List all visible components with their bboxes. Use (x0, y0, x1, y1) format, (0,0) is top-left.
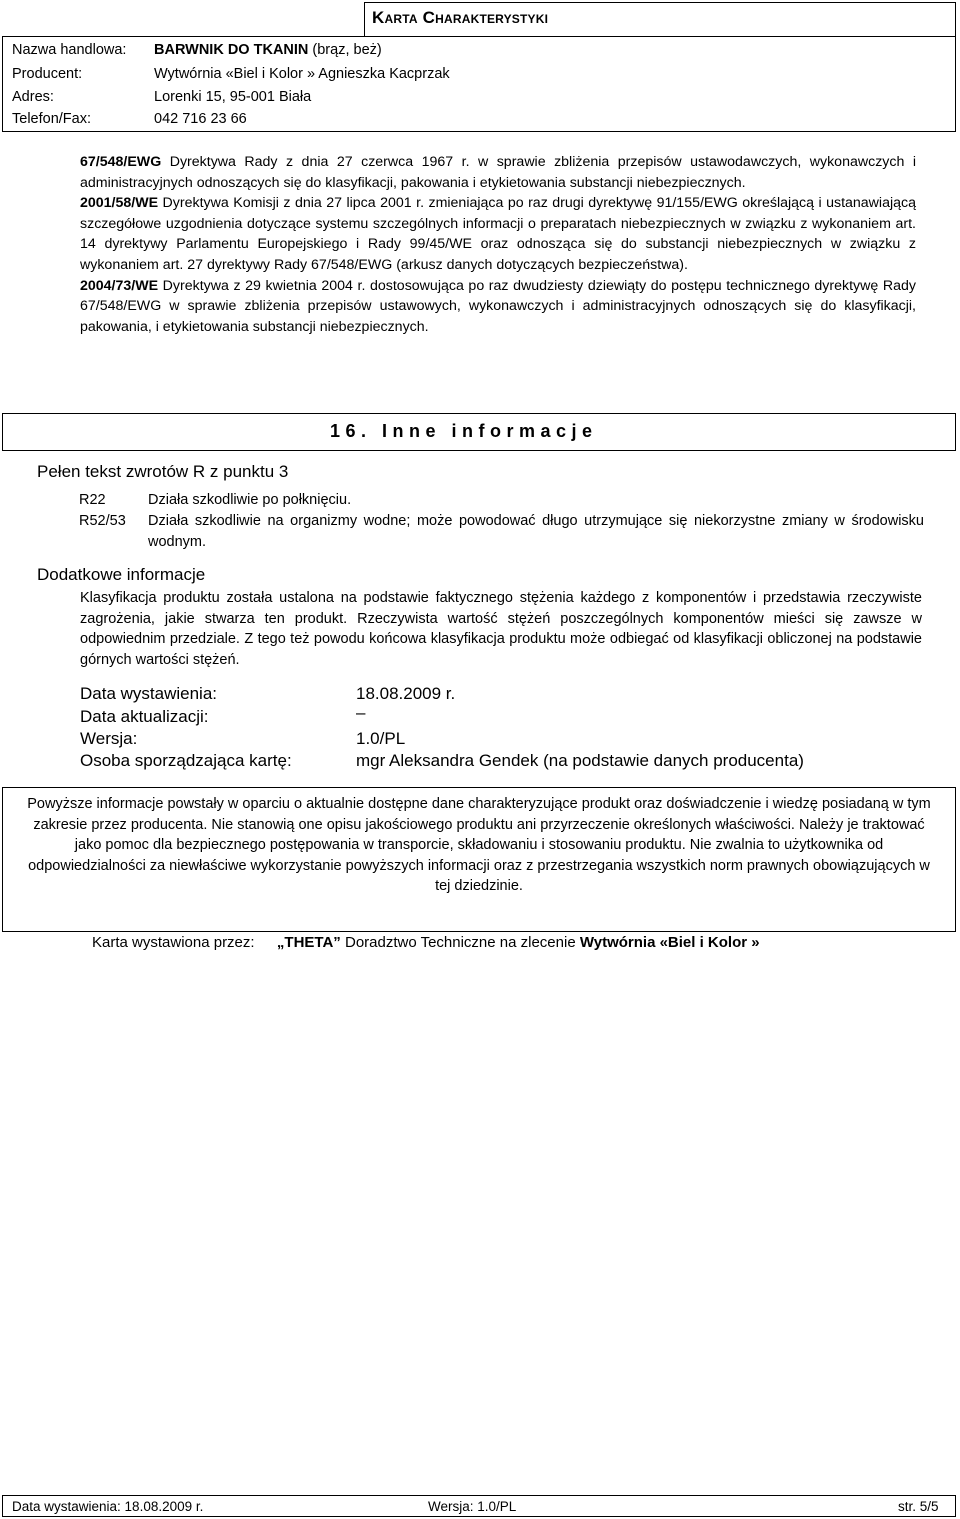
r-phrase-code: R52/53 (79, 513, 126, 529)
r-phrase-text: Działa szkodliwie po połknięciu. (148, 492, 352, 508)
phone-value: 042 716 23 66 (154, 111, 247, 127)
issuer-desc: Doradztwo Techniczne na zlecenie (340, 934, 580, 951)
meta-label: Wersja: (80, 729, 138, 748)
additional-info-text: Klasyfikacja produktu została ustalona na podstawie faktycznego stężenia każdego z komponentów i przedstawia rzeczywiste zagrożenia, jakie stwarza ten produkt. Rzeczywista wartość stężeń poszczególnych komponentów mieści się zawsze w odpowiednim przedziale. Z tego też powodu końcowa klasyfikacja produktu może odbiegać od klasyfikacji obliczonej na podstawie górnych wartości stężeń. (80, 590, 922, 668)
client-name: Wytwórnia «Biel i Kolor » (579, 934, 760, 951)
header-label: Adres: (12, 89, 54, 105)
update-date: – (356, 703, 366, 722)
additional-info-heading: Dodatkowe informacje (37, 565, 206, 584)
author-value: mgr Aleksandra Gendek (na podstawie danych producenta) (356, 751, 804, 770)
meta-label: Osoba sporządzająca kartę: (80, 751, 292, 770)
meta-label: Data wystawienia: (80, 684, 218, 703)
r-phrase-text: Działa szkodliwie na organizmy wodne; może powodować długo utrzymujące się niekorzystne zmiany w środowisku wodnym. (148, 513, 924, 550)
meta-label: Data aktualizacji: (80, 707, 209, 726)
r-phrases-heading: Pełen tekst zwrotów R z punktu 3 (37, 462, 289, 481)
disclaimer-text: Powyższe informacje powstały w oparciu o aktualnie dostępne dane charakteryzujące produkt oraz doświadczenie i wiedzę posiadaną w tym zakresie przez producenta. Nie stanowią one opisu jakościowego produktu ani przyrzeczenie określonych właściwości. Należy je traktować jako pomoc dla bezpiecznego postępowania w transporcie, składowaniu i stosowaniu produktu. Nie zwalnia to użytkownika od odpowiedzialności za niewłaściwe wykorzystanie powyższych informacji oraz z przestrzegania wszystkich norm prawnych obowiązujących w tej dziedzinie. (27, 796, 931, 894)
footer-version: Wersja: 1.0/PL (428, 1499, 517, 1514)
footer-date: Data wystawienia: 18.08.2009 r. (12, 1499, 204, 1514)
footer-page: str. 5/5 (898, 1499, 939, 1514)
address-value: Lorenki 15, 95-001 Biała (154, 89, 312, 105)
legislation-item: 67/548/EWG Dyrektywa Rady z dnia 27 czerwca 1967 r. w sprawie zbliżenia przepisów ustawodawczych, wykonawczych i administracyjnych odnoszących się do klasyfikacji, pakowania i etykietowania substancji niebezpiecznych. (80, 154, 916, 191)
legislation-item: 2001/58/WE Dyrektywa Komisji z dnia 27 lipca 2001 r. zmieniająca po raz drugi dyrektywę 91/155/EWG określającą i ustanawiającą szczegółowe uzgodnienia dotyczące systemu szczególnych informacji o preparatach niebezpiecznych w związku z wykonaniem art. 14 dyrektywy Parlamentu Europejskiego i Rady 99/45/WE oraz odnosząca się do substancji niebezpiecznych w związku z wykonaniem art. 27 dyrektywy Rady 67/548/EWG (arkusz danych dotyczących bezpieczeństwa). (80, 195, 916, 273)
producer-value: Wytwórnia «Biel i Kolor » Agnieszka Kacprzak (154, 66, 450, 82)
header-label: Nazwa handlowa: (12, 42, 127, 58)
section-16-title: 16. Inne informacje (330, 421, 598, 441)
issue-date: 18.08.2009 r. (356, 684, 456, 703)
r-phrase-code: R22 (79, 492, 106, 508)
legislation-item: 2004/73/WE Dyrektywa z 29 kwietnia 2004 r. dostosowująca po raz dwudziesty dziewiąty do postępu technicznego dyrektywę Rady 67/548/EWG w sprawie zbliżenia przepisów ustawowych, wykonawczych i administracyjnych odnoszących się do klasyfikacji, pakowania, i etykietowania substancji niebezpiecznych. (80, 277, 916, 335)
product-name: BARWNIK DO TKANIN (brąz, beż) (154, 42, 382, 58)
header-box (2, 36, 956, 132)
issuer-name: „THETA” (276, 934, 341, 951)
document-title: Karta Charakterystyki (372, 8, 549, 27)
legislation-block (80, 152, 916, 337)
header-label: Producent: (12, 66, 83, 82)
issued-by-label: Karta wystawiona przez: (92, 934, 255, 951)
issued-by (92, 934, 760, 951)
header-label: Telefon/Fax: (12, 111, 91, 127)
version-value: 1.0/PL (356, 729, 406, 748)
